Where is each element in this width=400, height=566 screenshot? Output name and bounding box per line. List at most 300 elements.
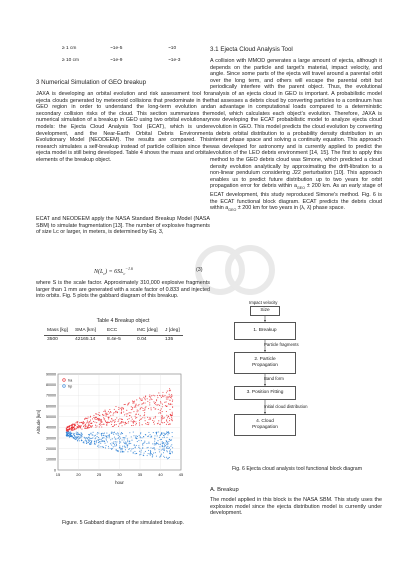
data-point xyxy=(85,425,86,426)
y-tick-label: 0 xyxy=(54,468,56,473)
top-row: ≥ 10 cm ~1e-9 ~1e-3 xyxy=(62,58,181,63)
data-point xyxy=(169,409,170,410)
data-point xyxy=(164,433,165,434)
data-point xyxy=(105,421,106,422)
data-point xyxy=(161,420,162,421)
data-point xyxy=(117,450,118,451)
data-point xyxy=(118,426,119,427)
data-point xyxy=(136,453,137,454)
data-point xyxy=(164,395,165,396)
data-point xyxy=(116,445,117,446)
data-point xyxy=(151,436,152,437)
data-point xyxy=(132,403,133,404)
data-point xyxy=(110,421,111,422)
data-point xyxy=(66,432,67,433)
data-point xyxy=(134,407,135,408)
data-point xyxy=(112,432,113,433)
data-point xyxy=(83,423,84,424)
data-point xyxy=(143,402,144,403)
data-point xyxy=(107,441,108,442)
table-caption: Table 4 Breakup object xyxy=(96,318,150,324)
data-point xyxy=(123,409,124,410)
flow-box-cloud-propagation: 4. Cloud Propagation xyxy=(234,414,296,436)
data-point xyxy=(139,454,140,455)
data-point xyxy=(120,423,121,424)
data-point xyxy=(133,425,134,426)
data-point xyxy=(81,432,82,433)
data-point xyxy=(121,425,122,426)
data-point xyxy=(162,395,163,396)
data-point xyxy=(86,437,87,438)
data-point xyxy=(163,456,164,457)
data-point xyxy=(81,422,82,423)
data-point xyxy=(172,399,173,400)
data-point xyxy=(169,396,170,397)
data-point xyxy=(77,440,78,441)
data-point xyxy=(95,427,96,428)
data-point xyxy=(127,447,128,448)
data-point xyxy=(162,404,163,405)
data-point xyxy=(111,432,112,433)
data-point xyxy=(100,441,101,442)
data-point xyxy=(172,415,173,416)
data-point xyxy=(139,425,140,426)
data-point xyxy=(81,440,82,441)
data-point xyxy=(123,442,124,443)
gabbard-chart xyxy=(36,368,186,488)
data-point xyxy=(84,425,85,426)
data-point xyxy=(76,439,77,440)
data-point xyxy=(76,434,77,435)
data-point xyxy=(106,414,107,415)
data-point xyxy=(124,404,125,405)
data-point xyxy=(163,435,164,436)
data-point xyxy=(100,446,101,447)
figure-caption: Fig. 6 Ejecta cloud analysis tool functional block diagram xyxy=(231,466,363,472)
data-point xyxy=(73,437,74,438)
data-point xyxy=(69,435,70,436)
data-point xyxy=(96,441,97,442)
data-point xyxy=(163,442,164,443)
data-point xyxy=(83,426,84,427)
data-point xyxy=(158,413,159,414)
data-point xyxy=(86,422,87,423)
y-tick-label: 50000 xyxy=(46,415,56,420)
data-point xyxy=(104,410,105,411)
x-tick-label: 35 xyxy=(137,472,143,477)
data-point xyxy=(83,421,84,422)
flow-box-breakup: 1. Breakup xyxy=(234,322,296,340)
data-point xyxy=(92,418,93,419)
data-point xyxy=(76,433,77,434)
data-point xyxy=(98,439,99,440)
data-point xyxy=(156,432,157,433)
data-point xyxy=(85,438,86,439)
data-point xyxy=(80,426,81,427)
data-point xyxy=(141,450,142,451)
data-point xyxy=(95,435,96,436)
data-point xyxy=(105,447,106,448)
data-point xyxy=(70,436,71,437)
data-point xyxy=(92,437,93,438)
data-point xyxy=(106,440,107,441)
data-point xyxy=(152,455,153,456)
data-point xyxy=(122,407,123,408)
data-point xyxy=(108,446,109,447)
data-point xyxy=(76,432,77,433)
data-point xyxy=(152,454,153,455)
data-point xyxy=(161,433,162,434)
data-point xyxy=(154,439,155,440)
data-point xyxy=(96,422,97,423)
data-point xyxy=(136,414,137,415)
data-point xyxy=(81,429,82,430)
data-point xyxy=(101,439,102,440)
data-point xyxy=(70,425,71,426)
data-point xyxy=(158,420,159,421)
data-point xyxy=(74,425,75,426)
data-point xyxy=(125,404,126,405)
data-point xyxy=(66,428,67,429)
data-point xyxy=(160,413,161,414)
data-point xyxy=(75,428,76,429)
data-point xyxy=(169,400,170,401)
data-point xyxy=(145,407,146,408)
data-point xyxy=(121,432,122,433)
data-point xyxy=(87,428,88,429)
data-point xyxy=(162,442,163,443)
data-point xyxy=(149,419,150,420)
data-point xyxy=(151,399,152,400)
data-point xyxy=(88,437,89,438)
data-point xyxy=(109,412,110,413)
data-point xyxy=(122,446,123,447)
data-point xyxy=(171,415,172,416)
data-point xyxy=(92,425,93,426)
data-point xyxy=(172,452,173,453)
data-point xyxy=(150,417,151,418)
data-point xyxy=(67,431,68,432)
data-point xyxy=(125,441,126,442)
data-point xyxy=(169,453,170,454)
data-point xyxy=(121,408,122,409)
data-point xyxy=(137,410,138,411)
data-point xyxy=(72,433,73,434)
data-point xyxy=(157,423,158,424)
data-point xyxy=(77,426,78,427)
paragraph: A collision with MMOD generates a large amount of ejecta, although it depends on the particle and target's material, impact velocity, and angle. Since some parts of the ejecta will travel around a parental orbit over the long term, and others will escape the parental orbit but periodically interfere with the parent object. Thus, the evolutional analysis of an ejecta cloud in GEO is important. A probabilistic model that assesses a debris cloud by converting particles to a continuum has an advantage in computational loads compared to a deterministic model, which calculates each object's evolution. Therefore, JAXA is now developing the ECAT probabilistic model to analyze ejecta cloud evolution in GEO. This model predicts the cloud evolution by converting a debris orbital distribution to a probability density distribution in an interest phase space and solving a continuity equation. This approach was developed for astronomy and is currently applied to predict the evolution of the LEO debris environment [14, 15]. The first to apply this method to the GEO debris cloud was Simone, which predicted a cloud density evolution analytically by approximating the drift-libration to a non-linear pendulum considering J22 perturbation [10]. This approach enables us to predict future distribution up to two years for orbit propagation error for debris within $a_{GEO} \pm 200$ km. As an early stage of ECAT development, this study reproduced Simone's method. Fig. 6 is the ECAT functional block diagram. ECAT predicts the debris cloud within $a_{GEO} \pm 200$ km for two years in (λ, λ̇) phase space. xyxy=(210,58,382,213)
data-point xyxy=(142,424,143,425)
data-point xyxy=(169,388,170,389)
data-point xyxy=(103,447,104,448)
data-point xyxy=(88,417,89,418)
data-point xyxy=(98,445,99,446)
data-point xyxy=(107,435,108,436)
data-point xyxy=(150,434,151,435)
data-point xyxy=(132,421,133,422)
data-point xyxy=(112,426,113,427)
data-point xyxy=(150,447,151,448)
data-point xyxy=(101,440,102,441)
data-point xyxy=(166,397,167,398)
data-point xyxy=(119,443,120,444)
data-point xyxy=(166,392,167,393)
data-point xyxy=(162,411,163,412)
equation: $N(L_c) = 6SL_c^{-1.6}$ xyxy=(94,266,133,277)
data-point xyxy=(159,405,160,406)
data-point xyxy=(86,441,87,442)
data-point xyxy=(133,432,134,433)
data-point xyxy=(142,448,143,449)
data-point xyxy=(136,438,137,439)
data-point xyxy=(125,422,126,423)
data-point xyxy=(162,396,163,397)
x-axis-label: hour xyxy=(115,480,124,485)
data-point xyxy=(78,427,79,428)
data-point xyxy=(166,450,167,451)
data-point xyxy=(155,416,156,417)
data-point xyxy=(114,437,115,438)
data-point xyxy=(167,434,168,435)
data-point xyxy=(88,440,89,441)
data-point xyxy=(154,441,155,442)
data-point xyxy=(77,424,78,425)
data-point xyxy=(153,401,154,402)
data-point xyxy=(85,428,86,429)
data-point xyxy=(172,401,173,402)
data-point xyxy=(123,411,124,412)
data-point xyxy=(141,440,142,441)
data-point xyxy=(132,408,133,409)
data-point xyxy=(131,421,132,422)
data-point xyxy=(140,409,141,410)
data-point xyxy=(161,397,162,398)
data-point xyxy=(124,437,125,438)
data-point xyxy=(94,441,95,442)
data-point xyxy=(99,419,100,420)
data-point xyxy=(114,412,115,413)
data-point xyxy=(131,449,132,450)
data-point xyxy=(77,427,78,428)
data-point xyxy=(169,450,170,451)
data-point xyxy=(140,433,141,434)
data-point xyxy=(121,433,122,434)
data-point xyxy=(93,415,94,416)
data-point xyxy=(171,419,172,420)
data-point xyxy=(135,447,136,448)
data-point xyxy=(124,424,125,425)
data-point xyxy=(166,443,167,444)
data-point xyxy=(68,431,69,432)
data-point xyxy=(160,434,161,435)
data-point xyxy=(134,421,135,422)
data-point xyxy=(99,441,100,442)
data-point xyxy=(127,440,128,441)
data-point xyxy=(150,419,151,420)
data-point xyxy=(157,435,158,436)
data-point xyxy=(114,445,115,446)
data-point xyxy=(119,448,120,449)
data-point xyxy=(145,434,146,435)
data-point xyxy=(167,448,168,449)
data-point xyxy=(138,445,139,446)
data-point xyxy=(154,424,155,425)
data-point xyxy=(172,451,173,452)
figure-caption: Figure. 5 Gabbard diagram of the simulated breakup. xyxy=(62,520,184,526)
data-point xyxy=(122,440,123,441)
data-point xyxy=(68,426,69,427)
data-point xyxy=(138,404,139,405)
data-point xyxy=(164,422,165,423)
data-point xyxy=(129,402,130,403)
data-point xyxy=(116,441,117,442)
data-point xyxy=(129,412,130,413)
data-point xyxy=(138,440,139,441)
data-point xyxy=(95,417,96,418)
table-header-row: Mass [kg] SMA [km] ECC INC [deg] J [deg] xyxy=(44,327,183,336)
data-point xyxy=(133,435,134,436)
data-point xyxy=(164,444,165,445)
data-point xyxy=(172,432,173,433)
data-point xyxy=(164,457,165,458)
data-point xyxy=(119,439,120,440)
data-point xyxy=(130,412,131,413)
data-point xyxy=(136,445,137,446)
data-point xyxy=(129,432,130,433)
data-point xyxy=(134,402,135,403)
data-point xyxy=(112,438,113,439)
data-point xyxy=(82,434,83,435)
data-point xyxy=(110,443,111,444)
data-point xyxy=(170,446,171,447)
data-point xyxy=(140,437,141,438)
data-point xyxy=(135,407,136,408)
data-point xyxy=(113,413,114,414)
data-point xyxy=(116,444,117,445)
data-point xyxy=(167,451,168,452)
data-point xyxy=(66,429,67,430)
data-point xyxy=(162,449,163,450)
data-point xyxy=(108,448,109,449)
data-point xyxy=(112,448,113,449)
data-point xyxy=(73,429,74,430)
data-point xyxy=(109,422,110,423)
data-point xyxy=(134,401,135,402)
data-point xyxy=(167,446,168,447)
data-point xyxy=(103,411,104,412)
data-point xyxy=(130,443,131,444)
data-point xyxy=(141,407,142,408)
data-point xyxy=(142,398,143,399)
data-point xyxy=(97,434,98,435)
data-point xyxy=(89,438,90,439)
data-point xyxy=(160,401,161,402)
data-point xyxy=(127,441,128,442)
data-point xyxy=(113,434,114,435)
data-point xyxy=(166,447,167,448)
data-point xyxy=(153,418,154,419)
data-point xyxy=(135,406,136,407)
data-point xyxy=(90,426,91,427)
paragraph: ECAT and NEODEEM apply the NASA Standard Breakup Model (NASA SBM) to simulate fragmentation [13]. The number of explosive fragments of size Lc or larger, in meters, is determined by Eq. 3, xyxy=(36,216,210,236)
data-point xyxy=(105,435,106,436)
data-point xyxy=(155,443,156,444)
data-point xyxy=(148,447,149,448)
data-point xyxy=(96,425,97,426)
data-point xyxy=(73,434,74,435)
data-point xyxy=(111,419,112,420)
data-point xyxy=(166,401,167,402)
data-point xyxy=(139,435,140,436)
data-point xyxy=(167,399,168,400)
data-point xyxy=(74,435,75,436)
data-point xyxy=(89,427,90,428)
data-point xyxy=(108,418,109,419)
data-point xyxy=(127,413,128,414)
data-point xyxy=(78,439,79,440)
data-point xyxy=(119,436,120,437)
data-point xyxy=(170,390,171,391)
data-point xyxy=(122,451,123,452)
data-point xyxy=(136,399,137,400)
data-point xyxy=(93,432,94,433)
data-point xyxy=(148,408,149,409)
x-tick-label: 15 xyxy=(55,472,61,477)
data-point xyxy=(138,410,139,411)
data-point xyxy=(116,424,117,425)
data-point xyxy=(149,417,150,418)
data-point xyxy=(90,433,91,434)
data-point xyxy=(169,452,170,453)
data-point xyxy=(67,434,68,435)
data-point xyxy=(80,437,81,438)
data-point xyxy=(105,445,106,446)
data-point xyxy=(131,409,132,410)
data-point xyxy=(90,420,91,421)
data-point xyxy=(72,427,73,428)
data-point xyxy=(112,420,113,421)
data-point xyxy=(91,427,92,428)
data-point xyxy=(124,414,125,415)
data-point xyxy=(84,418,85,419)
data-point xyxy=(97,446,98,447)
data-point xyxy=(143,443,144,444)
data-point xyxy=(79,422,80,423)
data-point xyxy=(126,435,127,436)
data-point xyxy=(154,403,155,404)
data-point xyxy=(85,424,86,425)
data-point xyxy=(154,443,155,444)
data-point xyxy=(76,437,77,438)
data-point xyxy=(129,443,130,444)
data-point xyxy=(133,422,134,423)
data-point xyxy=(141,418,142,419)
data-point xyxy=(163,433,164,434)
data-point xyxy=(68,429,69,430)
data-point xyxy=(172,406,173,407)
data-point xyxy=(154,444,155,445)
data-point xyxy=(91,438,92,439)
data-point xyxy=(120,408,121,409)
data-point xyxy=(147,436,148,437)
data-point xyxy=(134,451,135,452)
data-point xyxy=(96,442,97,443)
data-point xyxy=(166,415,167,416)
data-point xyxy=(170,449,171,450)
data-point xyxy=(101,422,102,423)
breakup-table xyxy=(44,327,183,343)
data-point xyxy=(126,444,127,445)
